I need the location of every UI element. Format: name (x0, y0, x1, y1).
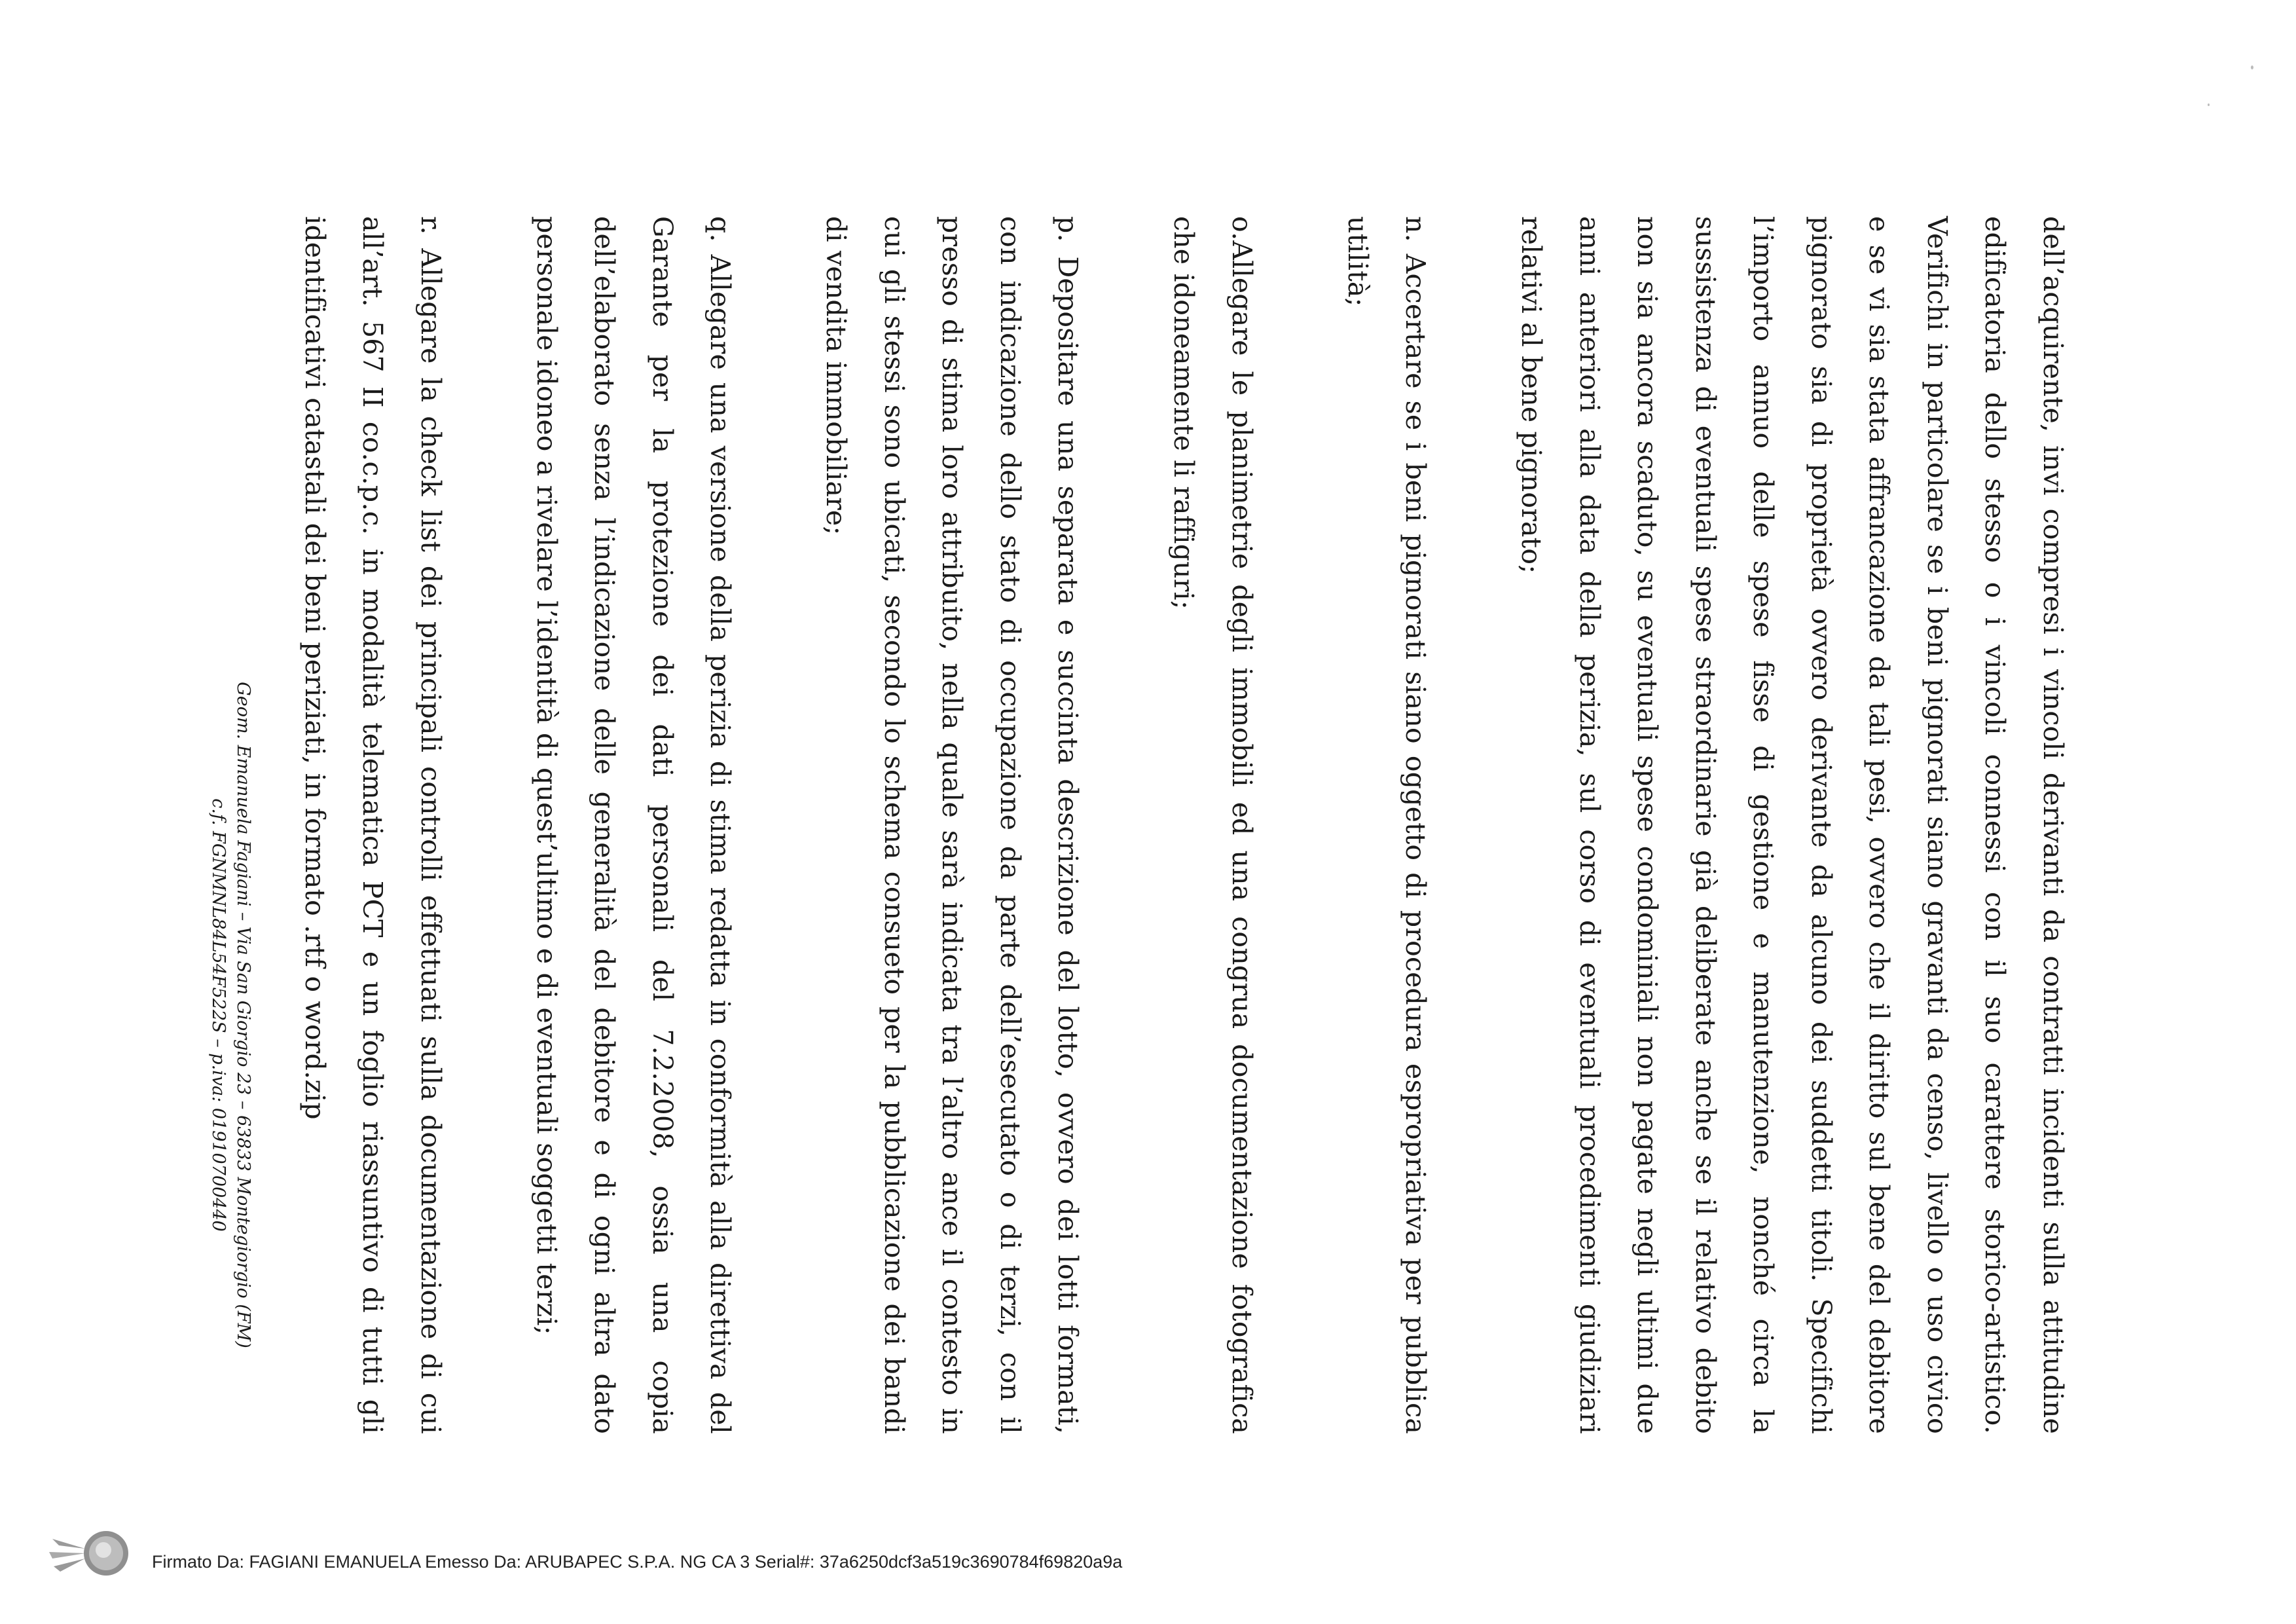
text-line: o.Allegare le planimetrie degli immobili ed una congrua documentazione fotografica (1226, 216, 1258, 1434)
text-line: sussistenza di eventuali spese straordinarie già deliberate anche se il relativo debito (1690, 216, 1721, 1434)
text-line: q. Allegare una versione della perizia di stima redatta in conformità alla direttiva del (704, 216, 737, 1434)
text-line: utilità; (1342, 216, 1374, 307)
text-line: presso di stima loro attribuito, nella quale sarà indicata tra l’altro ance il contesto in (936, 216, 968, 1434)
digital-seal-icon (46, 1519, 137, 1585)
paragraph-gap (1271, 216, 1329, 1434)
text-line: edificatoria dello stesso o i vincoli connessi con il suo carattere storico-artistico. (1979, 216, 2011, 1434)
paragraph (518, 216, 750, 1434)
paragraph (1329, 216, 1445, 1434)
paragraph-gap (750, 216, 808, 1434)
text-line: n. Accertare se i beni pignorati siano oggetto di procedura espropriativa per pubblica (1400, 216, 1432, 1434)
text-line: che idoneamente li raffiguri; (1168, 216, 1200, 610)
text-line: relativi al bene pignorato; (1516, 216, 1548, 574)
paragraph (286, 216, 460, 1434)
digital-signature-line: Firmato Da: FAGIANI EMANUELA Emesso Da: ARUBAPEC S.P.A. NG CA 3 Serial#: 37a6250dcf3a519c3690784f69820a9a (152, 1552, 1123, 1572)
text-line: all’art. 567 II co.c.p.c. in modalità telematica PCT e un foglio riassuntivo di tutti gli (357, 216, 389, 1434)
text-line: dell’acquirente, invi compresi i vincoli derivanti da contratti incidenti sulla attitudine (2037, 216, 2069, 1434)
text-line: pignorato sia di proprietà ovvero derivante da alcuno dei suddetti titoli. Specifichi (1806, 216, 1837, 1434)
paragraph (1155, 216, 1271, 1434)
text-line: con indicazione dello stato di occupazione da parte dell’esecutato o di terzi, con il (994, 216, 1026, 1434)
text-line: anni anteriori alla data della perizia, sul corso di eventuali procedimenti giudiziari (1574, 216, 1605, 1434)
footer-address: Geom. Emanuela Fagiani – Via San Giorgio 23 – 63833 Montegiorgio (FM) (233, 682, 253, 1348)
document-page-rotated (286, 216, 2083, 1434)
text-line: p. Depositare una separata e succinta descrizione del lotto, ovvero dei lotti formati, (1052, 216, 1084, 1434)
text-line: r. Allegare la check list dei principali controlli effettuati sulla documentazione di cui (415, 216, 446, 1434)
text-line: cui gli stessi sono ubicati, secondo lo schema consueto per la pubblicazione dei bandi (879, 216, 910, 1434)
paragraph (1503, 216, 2082, 1434)
text-line: di vendita immobiliare; (820, 216, 852, 536)
scan-speck (2208, 103, 2210, 106)
paragraph-gap (1445, 216, 1503, 1434)
scan-speck (2251, 65, 2253, 69)
text-line: dell’elaborato senza l’indicazione delle generalità del debitore e di ogni altra dato (589, 216, 621, 1434)
text-line: Verifichi in particolare se i beni pignorati siano gravanti da censo, livello o uso civico (1922, 216, 1953, 1434)
paragraph-gap (1097, 216, 1156, 1434)
text-line: personale idoneo a rivelare l’identità di quest’ultimo e di eventuali soggetti terzi; (531, 216, 562, 1335)
text-line: non sia ancora scaduto, su eventuali spese condominiali non pagate negli ultimi due (1631, 216, 1664, 1434)
text-line: Garante per la protezione dei dati personali del 7.2.2008, ossia una copia (647, 216, 678, 1434)
text-line: identificativi catastali dei beni periziati, in formato .rtf o word.zip (299, 216, 331, 1120)
text-line: e se vi sia stata affrancazione da tali pesi, ovvero che il diritto sul bene del debitore (1863, 216, 1895, 1434)
text-line: l’importo annuo delle spese fisse di gestione e manutenzione, nonché circa la (1747, 216, 1779, 1434)
footer-stamp (206, 655, 255, 1375)
paragraph-gap (460, 216, 518, 1434)
footer-tax-ids: c.f. FGNMNL84L54F522S – p.iva: 01910700440 (208, 798, 228, 1232)
document-body (286, 216, 2083, 1434)
paragraph (807, 216, 1097, 1434)
